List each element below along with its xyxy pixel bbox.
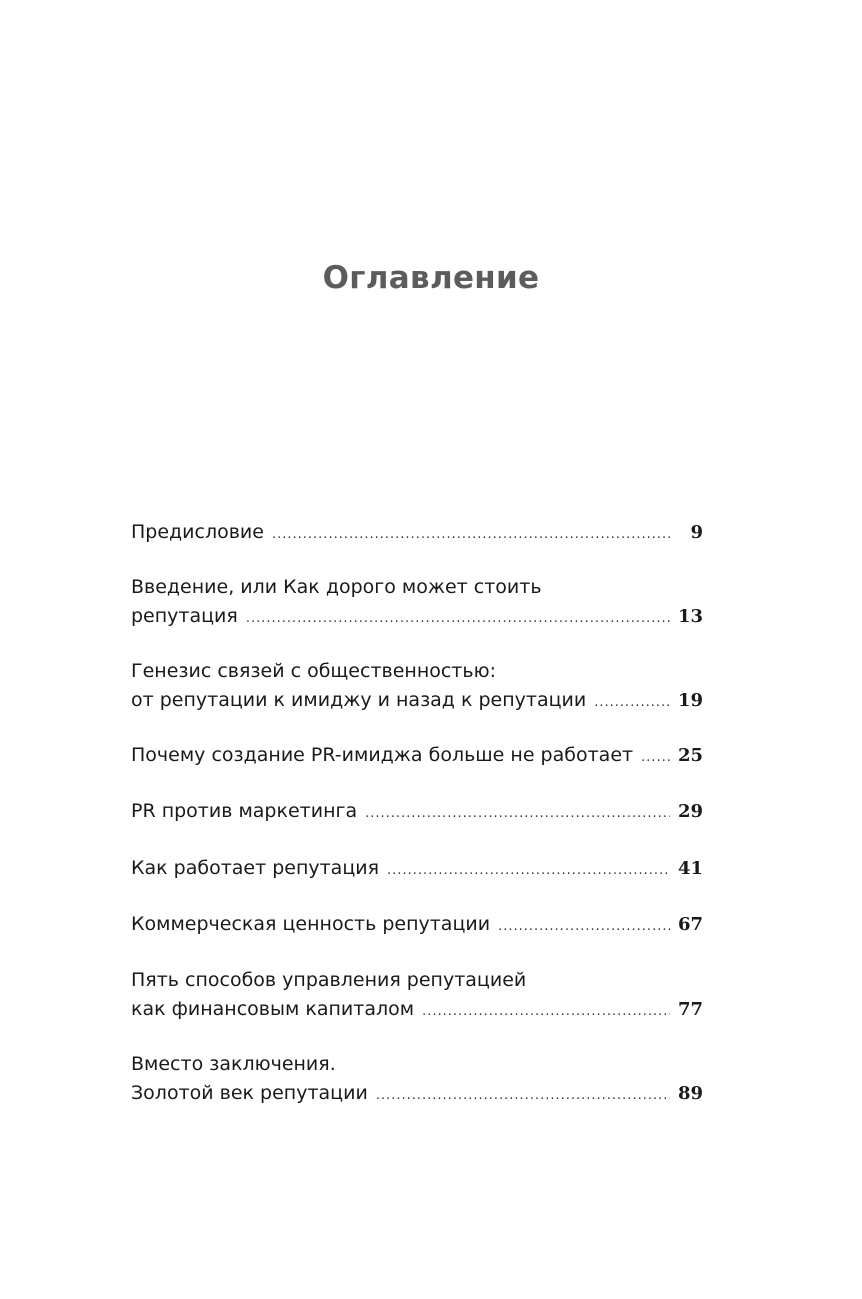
dot-leader — [272, 520, 671, 549]
toc-page-number: 13 — [677, 606, 703, 627]
dot-leader — [641, 743, 670, 772]
table-of-contents — [131, 518, 703, 1108]
toc-entry-title-line: Пять способов управления репутацией — [131, 969, 527, 991]
dot-leader — [498, 912, 670, 941]
page-title: Оглавление — [322, 260, 540, 296]
toc-entry-title-line: Вместо заключения. — [131, 1053, 336, 1075]
toc-entry-genesis[interactable] — [131, 657, 703, 715]
toc-entry-title: от репутации к имиджу и назад к репутации — [131, 689, 587, 711]
toc-entry-title-line: Введение, или Как дорого может стоить — [131, 576, 542, 598]
toc-entry-preface[interactable] — [131, 518, 703, 547]
toc-entry-title: Коммерческая ценность репутации — [131, 913, 491, 935]
dot-leader — [387, 856, 670, 885]
dot-leader — [246, 604, 670, 633]
toc-entry-conclusion[interactable] — [131, 1050, 703, 1108]
toc-entry-pr-image[interactable] — [131, 741, 703, 770]
dot-leader — [376, 1081, 670, 1110]
toc-entry-title: PR против маркетинга — [131, 800, 358, 822]
toc-page-number: 9 — [690, 522, 703, 543]
toc-entry-introduction[interactable] — [131, 573, 703, 631]
toc-entry-title: Предисловие — [131, 521, 264, 543]
dot-leader — [365, 799, 670, 828]
toc-entry-pr-vs-marketing[interactable] — [131, 797, 703, 826]
toc-page-number: 67 — [677, 914, 703, 935]
toc-page-number: 25 — [677, 745, 703, 766]
toc-entry-title: Как работает репутация — [131, 857, 380, 879]
dot-leader — [594, 688, 670, 717]
toc-page-number: 19 — [677, 690, 703, 711]
dot-leader — [422, 997, 670, 1026]
toc-page-number: 41 — [677, 858, 703, 879]
toc-page-number: 77 — [677, 999, 703, 1020]
toc-entry-title-line: Генезис связей с общественностью: — [131, 660, 496, 682]
toc-entry-commercial-value[interactable] — [131, 910, 703, 939]
toc-entry-title: Почему создание PR-имиджа больше не работает — [131, 744, 634, 766]
toc-entry-how-reputation-works[interactable] — [131, 854, 703, 883]
toc-page-number: 29 — [677, 801, 703, 822]
toc-entry-title: репутация — [131, 605, 238, 627]
toc-entry-title: как финансовым капиталом — [131, 998, 415, 1020]
toc-entry-title: Золотой век репутации — [131, 1082, 368, 1104]
toc-entry-five-ways[interactable] — [131, 966, 703, 1024]
toc-page-number: 89 — [677, 1083, 703, 1104]
